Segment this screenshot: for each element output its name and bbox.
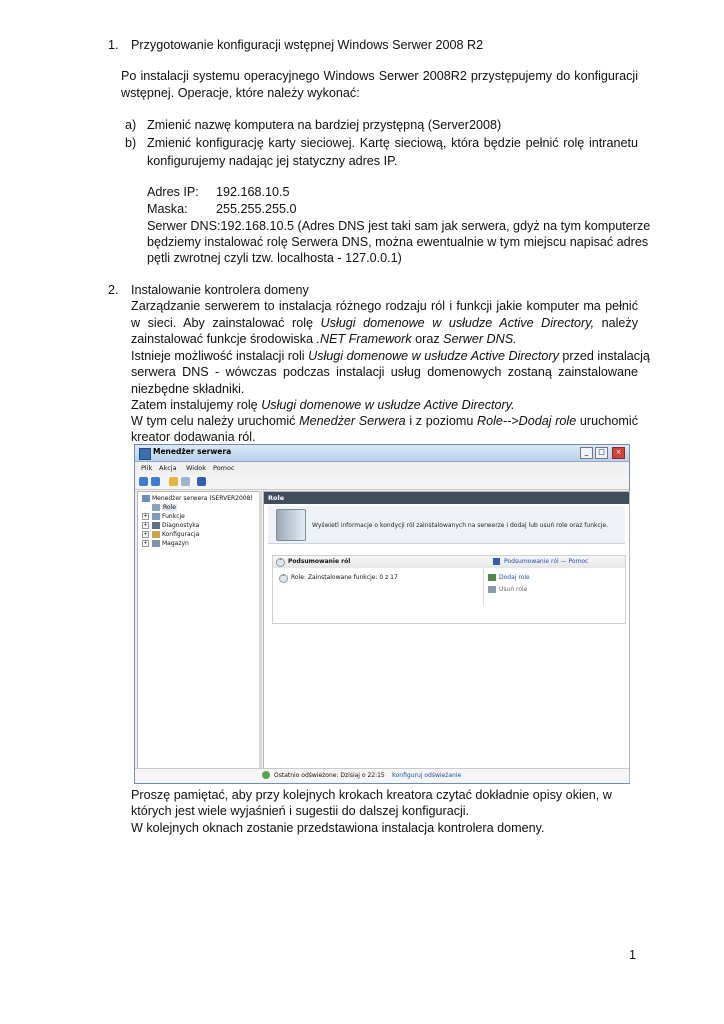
toolbar xyxy=(135,475,629,490)
list-item-b-line-1: Zmienić konfigurację karty sieciowej. Kartę sieciową, która będzie pełnić rolę intranetu xyxy=(147,136,638,150)
storage-icon xyxy=(152,540,160,547)
tree-item-konfiguracja[interactable]: Konfiguracja xyxy=(162,531,200,538)
intro-line-2: wstępnej. Operacje, które należy wykonać: xyxy=(121,86,360,100)
roles-count: Role: Zainstalowane funkcje: 0 z 17 xyxy=(291,574,398,581)
expand-funkcje-icon[interactable]: + xyxy=(143,513,148,519)
server-illustration-icon xyxy=(276,509,306,541)
close-button[interactable]: × xyxy=(612,447,625,459)
menu-akcja[interactable]: Akcja xyxy=(159,464,177,472)
navigation-tree xyxy=(137,491,260,783)
back-icon[interactable] xyxy=(139,477,148,486)
status-bar xyxy=(135,768,629,783)
server-manager-icon xyxy=(139,448,151,460)
minimize-button[interactable]: _ xyxy=(580,447,593,459)
configuration-icon xyxy=(152,531,160,538)
expand-diagnostyka-icon[interactable]: + xyxy=(143,522,148,528)
add-roles-link[interactable]: Dodaj role xyxy=(499,574,530,581)
menu-bar xyxy=(135,462,629,474)
add-roles-icon xyxy=(488,574,496,581)
pane-splitter[interactable] xyxy=(259,491,262,781)
summary-divider xyxy=(483,569,484,605)
heading-2-number: 2. xyxy=(108,283,119,297)
expand-magazyn-icon[interactable]: + xyxy=(143,540,148,546)
heading-2: Instalowanie kontrolera domeny xyxy=(131,283,309,297)
summary-body xyxy=(272,568,626,624)
up-folder-icon[interactable] xyxy=(169,477,178,486)
diagnostics-icon xyxy=(152,522,160,529)
list-marker-a: a) xyxy=(125,118,137,132)
mask-value: 255.255.255.0 xyxy=(216,202,297,216)
section2-p3: Zatem instalujemy rolę Usługi domenowe w usłudze Active Directory. xyxy=(131,398,515,412)
heading-1: Przygotowanie konfiguracji wstępnej Windows Serwer 2008 R2 xyxy=(131,38,484,52)
list-item-a: Zmienić nazwę komputera na bardziej przystępną (Server2008) xyxy=(147,118,502,132)
section2-p4-line-1: W tym celu należy uruchomić Menedżer Serwera i z poziomu Role-->Dodaj role uruchomić xyxy=(131,414,638,428)
remove-roles-icon xyxy=(488,586,496,593)
tree-item-magazyn[interactable]: Magazyn xyxy=(162,540,189,547)
mask-label: Maska: xyxy=(147,202,188,216)
after-line-1: Proszę pamiętać, aby przy kolejnych krokach kreatora czytać dokładnie opisy okien, w xyxy=(131,788,612,802)
last-refreshed-text: Ostatnio odświeżone: Dzisiaj o 22:15 xyxy=(274,772,385,779)
maximize-button[interactable]: □ xyxy=(595,447,608,459)
configure-refresh-link[interactable]: Konfiguruj odświeżanie xyxy=(392,772,462,779)
help-icon[interactable] xyxy=(197,477,206,486)
after-line-3: W kolejnych oknach zostanie przedstawiona instalacja kontrolera domeny. xyxy=(131,821,545,835)
server-manager-screenshot xyxy=(134,444,630,784)
roles-pane xyxy=(263,491,630,783)
summary-help-icon xyxy=(493,558,500,565)
summary-help-link[interactable]: Podsumowanie ról — Pomoc xyxy=(504,558,589,565)
tree-root[interactable]: Menedżer serwera (SERVER2008) xyxy=(152,495,253,502)
roles-chevron-icon[interactable]: ˄ xyxy=(279,574,288,583)
roles-intro xyxy=(268,506,625,544)
dns-line-3: pętli zwrotnej czyli tzw. localhosta - 127.0.0.1) xyxy=(147,251,402,265)
expand-konfiguracja-icon[interactable]: + xyxy=(143,531,148,537)
collapse-chevron-icon[interactable]: ˄ xyxy=(276,558,285,567)
section2-p1-line-3: zainstalować funkcje środowiska .NET Framework oraz Serwer DNS. xyxy=(131,332,517,346)
section2-p2-line-1: Istnieje możliwość instalacji roli Usługi domenowe w usłudze Active Directory przed instalacją xyxy=(131,349,650,363)
after-line-2: których jest wiele wyjaśnień i sugestii do dalszej konfiguracji. xyxy=(131,804,470,818)
ip-label: Adres IP: xyxy=(147,185,199,199)
show-hide-tree-icon[interactable] xyxy=(181,477,190,486)
section2-p4-line-2: kreator dodawania ról. xyxy=(131,430,256,444)
refresh-icon[interactable] xyxy=(262,771,270,779)
roles-header: Role xyxy=(264,492,629,504)
dns-line-2: będziemy instalować rolę Serwera DNS, można ewentualnie w tym miejscu napisać adres xyxy=(147,235,649,249)
section2-p1-line-2: w sieci. Aby zainstalować rolę Usługi domenowe w usłudze Active Directory, należy xyxy=(131,316,639,330)
menu-widok[interactable]: Widok xyxy=(186,464,206,472)
remove-roles-link[interactable]: Usuń role xyxy=(499,586,528,593)
forward-icon[interactable] xyxy=(151,477,160,486)
tree-item-funkcje[interactable]: Funkcje xyxy=(162,513,185,520)
section2-p2-line-3: niezbędne składniki. xyxy=(131,382,245,396)
server-manager-tree-icon xyxy=(142,495,150,502)
page-number: 1 xyxy=(629,948,637,962)
summary-header xyxy=(272,555,626,569)
window-titlebar xyxy=(135,445,629,462)
list-item-b-line-2: konfigurujemy nadając jej statyczny adres IP. xyxy=(147,154,398,168)
list-marker-b: b) xyxy=(125,136,137,150)
tree-item-role[interactable]: Role xyxy=(163,504,176,511)
roles-intro-text: Wyświetl informacje o kondycji ról zainstalowanych na serwerze i dodaj lub usuń role oraz funkcje. xyxy=(312,522,609,529)
window-title: Menedżer serwera xyxy=(153,447,232,456)
heading-1-number: 1. xyxy=(108,38,119,52)
section2-p1-line-1: Zarządzanie serwerem to instalacja różnego rodzaju ról i funkcji jakie komputer ma pełnić xyxy=(131,299,638,313)
summary-title: Podsumowanie ról xyxy=(288,558,351,565)
roles-icon xyxy=(152,504,160,511)
dns-line-1: Serwer DNS:192.168.10.5 (Adres DNS jest taki sam jak serwera, gdyż na tym komputerze xyxy=(147,219,651,233)
menu-plik[interactable]: Plik xyxy=(141,464,153,472)
section2-p2-line-2: serwera DNS - wówczas podczas instalacji usług domenowych zostaną zainstalowane xyxy=(131,365,638,379)
features-icon xyxy=(152,513,160,520)
ip-value: 192.168.10.5 xyxy=(216,185,290,199)
intro-line-1: Po instalacji systemu operacyjnego Windows Serwer 2008R2 przystępujemy do konfiguracji xyxy=(121,69,638,83)
tree-item-diagnostyka[interactable]: Diagnostyka xyxy=(162,522,200,529)
menu-pomoc[interactable]: Pomoc xyxy=(213,464,235,472)
